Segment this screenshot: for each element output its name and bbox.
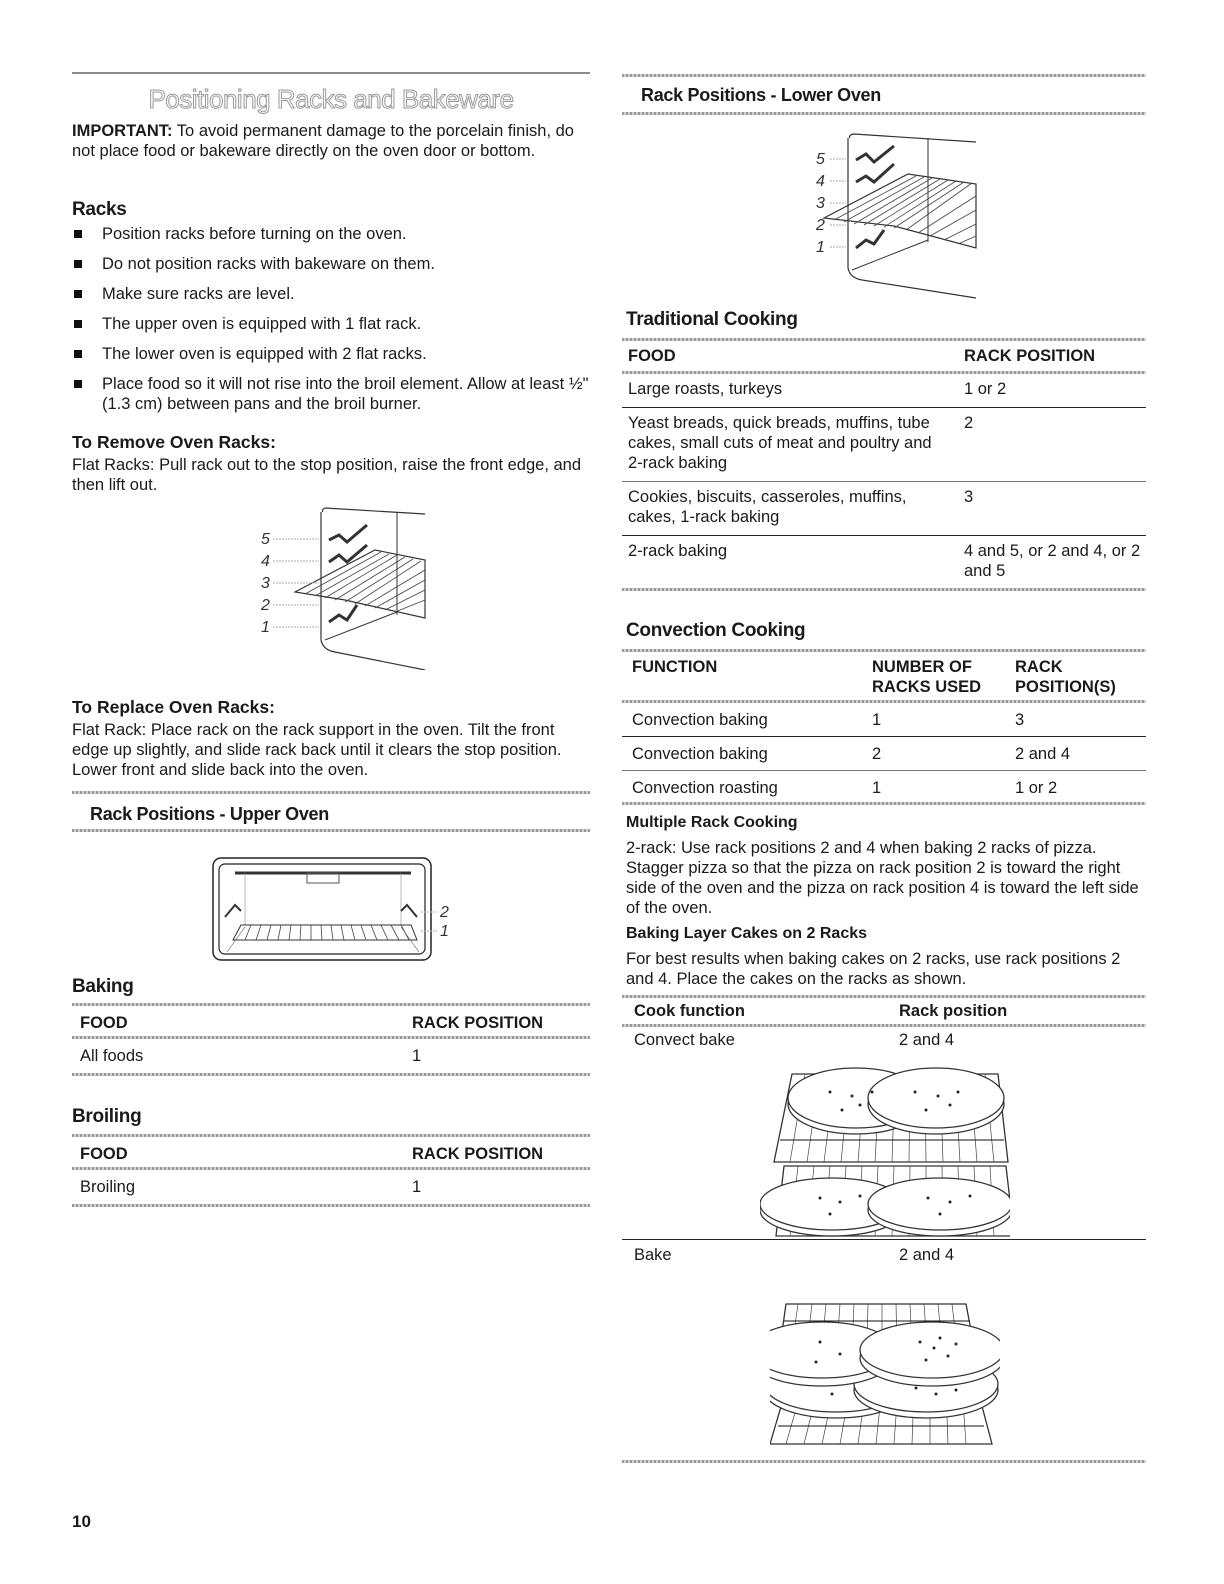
rack-label-3: 3 — [261, 575, 270, 592]
lower-rack-label-1: 1 — [816, 239, 825, 256]
lower-oven-diagram — [810, 130, 990, 300]
table-cell: Broiling — [80, 1178, 136, 1196]
racks-list — [72, 224, 590, 424]
multiple-rack-text: 2-rack: Use rack positions 2 and 4 when baking 2 racks of pizza. Stagger pizza so that the pizza on rack position 2 is toward the right side of the oven and the pizza on rack position 4 is toward the left side of the oven. — [626, 839, 1139, 917]
table-row — [72, 1039, 590, 1073]
remove-racks-heading: To Remove Oven Racks: — [72, 432, 276, 452]
table-row — [622, 771, 1146, 802]
table-cell: Convection roasting — [632, 779, 778, 797]
column-header: Rack position — [899, 1002, 1008, 1020]
upper-oven-diagram — [205, 855, 460, 965]
column-header: Cook function — [634, 1002, 745, 1020]
broiling-table — [72, 1134, 590, 1207]
table-cell: 2 and 4 — [899, 1031, 955, 1049]
lower-rack-label-3: 3 — [816, 195, 825, 212]
multiple-rack-heading: Multiple Rack Cooking — [626, 814, 798, 831]
column-header: NUMBER OF RACKS USED — [872, 658, 982, 696]
column-header: RACK POSITION — [412, 1145, 544, 1163]
replace-racks-heading: To Replace Oven Racks: — [72, 697, 275, 717]
racks-heading: Racks — [72, 199, 127, 220]
table-header — [622, 341, 1146, 371]
table-header — [622, 998, 1146, 1024]
convection-cooking-heading: Convection Cooking — [626, 620, 806, 641]
traditional-cooking-table — [622, 338, 1146, 591]
table-cell: Cookies, biscuits, casseroles, muffins, cakes, 1-rack baking — [628, 488, 907, 526]
important-note — [72, 121, 590, 161]
table-cell: Convection baking — [632, 745, 768, 763]
lower-rack-label-4: 4 — [816, 173, 825, 190]
convection-cooking-table — [622, 649, 1146, 805]
table-row — [72, 1170, 590, 1204]
table-cell: 1 or 2 — [1015, 779, 1058, 797]
table-cell: Convect bake — [634, 1031, 735, 1049]
table-cell: 2 and 4 — [1015, 745, 1071, 763]
column-header: RACK POSITION — [964, 347, 1096, 365]
divider — [72, 1204, 590, 1207]
list-item: The upper oven is equipped with 1 flat rack. — [72, 314, 590, 334]
layer-cakes-text: For best results when baking cakes on 2 racks, use rack positions 2 and 4. Place the cakes on the racks as shown. — [626, 950, 1121, 988]
table-cell: Yeast breads, quick breads, muffins, tube cakes, small cuts of meat and poultry and 2-rack baking — [628, 414, 932, 472]
table-cell: 2 and 4 — [899, 1246, 955, 1264]
upper-rack-label-1: 1 — [440, 923, 449, 940]
page-number: 10 — [72, 1512, 91, 1531]
column-header: FOOD — [80, 1014, 128, 1032]
table-cell: Convection baking — [632, 711, 768, 729]
list-item: Position racks before turning on the oven. — [72, 224, 590, 244]
divider — [622, 1460, 1146, 1463]
list-item: Make sure racks are level. — [72, 284, 590, 304]
lower-oven-heading: Rack Positions - Lower Oven — [641, 85, 881, 105]
table-cell: 1 — [412, 1178, 422, 1196]
divider — [622, 802, 1146, 805]
rack-label-5: 5 — [261, 531, 270, 548]
divider — [72, 791, 590, 794]
remove-racks-text: Flat Racks: Pull rack out to the stop position, raise the front edge, and then lift out. — [72, 456, 582, 494]
column-header: RACK POSITION(S) — [1015, 658, 1116, 696]
rack-positions-diagram — [255, 500, 435, 670]
table-row — [622, 408, 1146, 481]
table-cell: 1 — [872, 779, 882, 797]
table-cell: 2 — [872, 745, 882, 763]
divider — [72, 1073, 590, 1076]
page-title: Positioning Racks and Bakeware — [148, 84, 514, 114]
divider — [622, 74, 1146, 77]
table-cell: Large roasts, turkeys — [628, 380, 783, 398]
column-header: FOOD — [80, 1145, 128, 1163]
table-cell: 3 — [1015, 711, 1025, 729]
table-cell: 3 — [964, 488, 974, 506]
table-row — [622, 482, 1146, 535]
column-header: FOOD — [628, 347, 676, 365]
table-row — [622, 536, 1146, 588]
lower-rack-label-5: 5 — [816, 151, 825, 168]
lower-rack-label-2: 2 — [816, 217, 825, 234]
baking-heading: Baking — [72, 976, 134, 997]
important-text: To avoid permanent damage to the porcelain finish, do not place food or bakeware directly on the oven door or bottom. — [72, 122, 574, 160]
column-header: FUNCTION — [632, 658, 718, 676]
important-label: IMPORTANT: — [72, 122, 173, 140]
table-row — [622, 374, 1146, 407]
rack-label-4: 4 — [261, 553, 270, 570]
column-header: RACK POSITION — [412, 1014, 544, 1032]
broiling-heading: Broiling — [72, 1106, 142, 1127]
replace-racks-text: Flat Rack: Place rack on the rack support in the oven. Tilt the front edge up slightly, and slide rack back until it clears the stop position. Lower front and slide back into the oven. — [72, 721, 562, 779]
rack-label-2: 2 — [261, 597, 270, 614]
table-cell: 2 — [964, 414, 974, 432]
table-header — [622, 652, 1146, 700]
table-row — [622, 703, 1146, 736]
list-item: The lower oven is equipped with 2 flat racks. — [72, 344, 590, 364]
table-cell: All foods — [80, 1047, 144, 1065]
table-cell: 1 — [872, 711, 882, 729]
table-cell: 1 or 2 — [964, 380, 1007, 398]
rack-label-1: 1 — [261, 619, 270, 636]
upper-oven-heading: Rack Positions - Upper Oven — [90, 804, 329, 824]
traditional-cooking-heading: Traditional Cooking — [626, 309, 798, 330]
table-header — [72, 1006, 590, 1036]
list-item: Place food so it will not rise into the broil element. Allow at least ½" (1.3 cm) between pans and the broil burner. — [72, 374, 590, 414]
divider — [72, 829, 590, 832]
layer-cakes-heading: Baking Layer Cakes on 2 Racks — [626, 925, 868, 942]
top-rule — [72, 72, 590, 74]
bake-cake-diagram — [770, 1296, 1000, 1456]
table-cell: 2-rack baking — [628, 542, 728, 560]
table-cell: 1 — [412, 1047, 422, 1065]
divider — [622, 112, 1146, 115]
table-header — [72, 1137, 590, 1167]
divider — [622, 588, 1146, 591]
baking-table — [72, 1003, 590, 1076]
convect-bake-cake-diagram — [760, 1062, 1010, 1242]
table-row — [622, 737, 1146, 770]
upper-rack-label-2: 2 — [440, 904, 449, 921]
table-cell: Bake — [634, 1246, 672, 1264]
list-item: Do not position racks with bakeware on them. — [72, 254, 590, 274]
table-cell: 4 and 5, or 2 and 4, or 2 and 5 — [964, 542, 1141, 580]
